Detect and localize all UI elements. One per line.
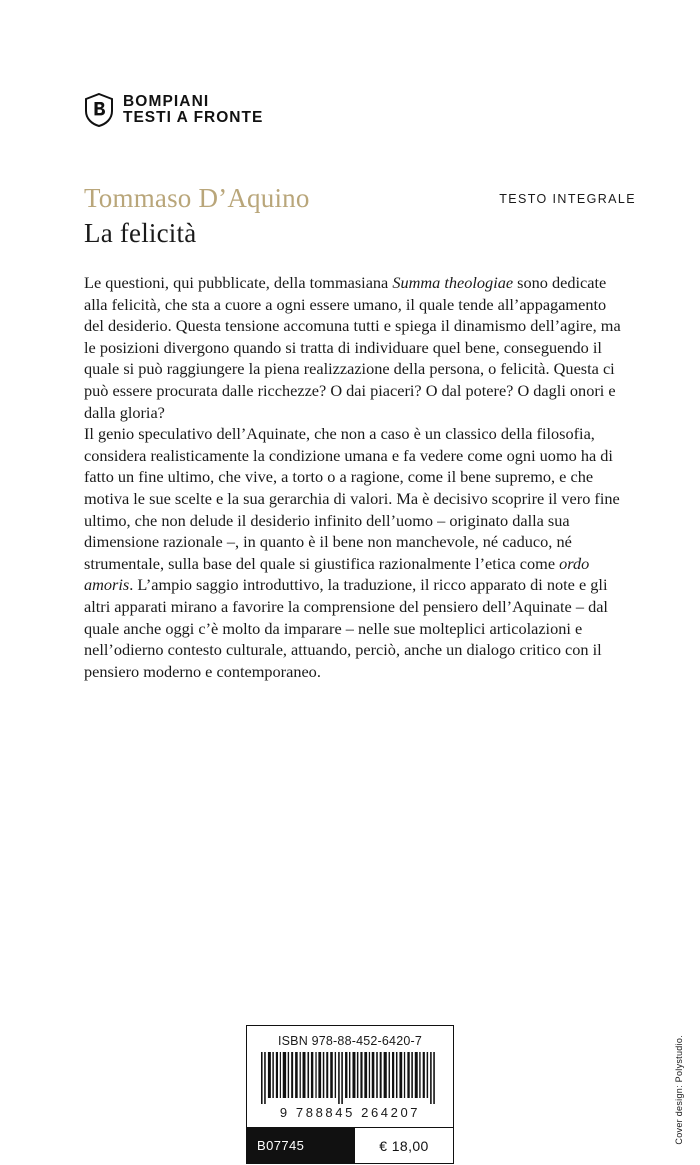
back-cover-blurb <box>84 272 622 682</box>
publisher-logo <box>84 93 263 127</box>
blurb-p2-pre: Il genio speculativo dell’Aquinate, che non a caso è un classico della filosofia, considera realisticamente la condizione umana e fa vedere come ogni uomo ha di fatto un fine ultimo, che vive, a torto o a ragione, come il bene supremo, e che motiva le sue scelte e la sua gerarchia di valori. Ma è decisivo scoprire il vero fine ultimo, che non delude il desiderio infinito dell’uomo – originato dalla sua dimensione razionale –, in quanto è il bene non manchevole, né caduco, né strumentale, sulla base del quale si giustifica razionalmente l’etica come <box>84 424 620 573</box>
cover-design-credit: Cover design: Polystudio. <box>674 1035 684 1145</box>
blurb-p2-emphasis: ordo amoris <box>84 553 590 595</box>
bompiani-shield-icon <box>84 93 114 127</box>
internal-code: B07745 <box>247 1128 355 1163</box>
book-author: Tommaso D’Aquino <box>84 183 310 213</box>
blurb-p1-post: sono dedicate alla felicità, che sta a cuore a ogni essere umano, il quale tende all’appagamento del desiderio. Questa tensione accomuna tutti e spiega il dinamismo dell’agire, ma le posizioni divergono quando si tratta di individuare quel bene, conseguendo il quale si può raggiungere la piena realizzazione della persona, o felicità. Questa ci può essere procurata dalle ricchezze? O dai piaceri? O dal potere? O dagli onori e dalla gloria? <box>84 273 621 422</box>
price-label: € 18,00 <box>355 1128 453 1163</box>
blurb-paragraph-1 <box>84 272 622 423</box>
edition-note: TESTO INTEGRALE <box>499 192 636 206</box>
price-row <box>247 1127 453 1163</box>
publisher-name <box>123 94 263 126</box>
barcode-digits: 9 788845 264207 <box>279 1105 421 1120</box>
barcode-block <box>246 1025 454 1164</box>
blurb-p1-emphasis: Summa theologiae <box>392 273 514 292</box>
blurb-p1-pre: Le questioni, qui pubblicate, della tommasiana <box>84 273 393 292</box>
blurb-p2-post: . L’ampio saggio introduttivo, la traduzione, il ricco apparato di note e gli altri apparati mirano a favorire la comprensione del pensiero dell’Aquinate – dal quale anche oggi c’è molto da imparare – nelle sue molteplici articolazioni e nell’odierno contesto culturale, attuando, perciò, anche un dialogo critico con il pensiero moderno e contemporaneo. <box>84 575 608 681</box>
publisher-name-line1: BOMPIANI <box>123 93 210 110</box>
publisher-name-line2: TESTI A FRONTE <box>123 109 264 126</box>
blurb-paragraph-2 <box>84 423 622 682</box>
barcode-image <box>247 1050 453 1104</box>
book-title: La felicità <box>84 218 197 248</box>
isbn-label: ISBN 978-88-452-6420-7 <box>277 1034 423 1048</box>
